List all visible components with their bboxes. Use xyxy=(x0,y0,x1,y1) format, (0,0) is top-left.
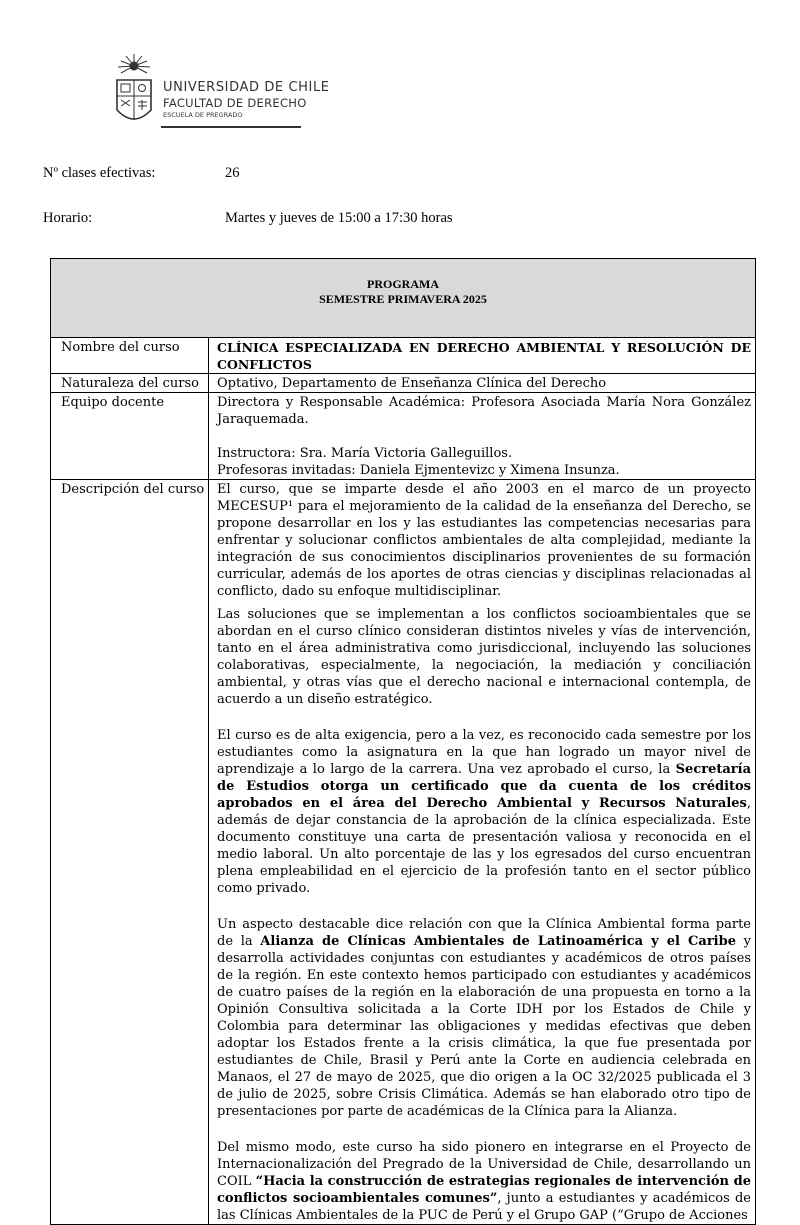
course-name-value: CLÍNICA ESPECIALIZADA EN DERECHO AMBIENTAL Y RESOLUCIÓN DE CONFLICTOS xyxy=(217,340,751,372)
nature-value: Optativo, Departamento de Enseñanza Clínica del Derecho xyxy=(217,376,607,391)
description-paragraph-2: Las soluciones que se implementan a los conflictos socioambientales que se abordan en el curso clínico consideran distintos niveles y vías de intervención, tanto en el área administrativa como jurisdiccional, incluyendo las soluciones colaborativas, especialmente, la negociación, la mediación y conciliación ambiental, y otras vías que el derecho nacional e internacional contempla, de acuerdo a un diseño estratégico. xyxy=(217,607,751,707)
description-paragraph-4: Un aspecto destacable dice relación con que la Clínica Ambiental forma parte de la Alianza de Clínicas Ambientales de Latinoamérica y el Caribe y desarrolla actividades conjuntas con estudiantes y académicos de otros países de la región. En este contexto hemos participado con estudiantes y académicos de cuatro países de la región en la elaboración de una propuesta en torno a la Opinión Consultiva solicitada a la Corte IDH por los Estados de Chile y Colombia para determinar las obligaciones y medidas efectivas que deben adoptar los Estados frente a la crisis climática, la que fue presentada por estudiantes de Chile, Brasil y Perú ante la Corte en audiencia celebrada en Manaos, el 27 de mayo de 2025, que dio origen a la OC 32/2025 publicada el 3 de julio de 2025, sobre Crisis Climática. Además se han elaborado otro tipo de presentaciones por parte de académicas de la Clínica para la Alianza. xyxy=(217,917,751,1119)
description-paragraph-1: El curso, que se imparte desde el año 2003 en el marco de un proyecto MECESUP¹ para el mejoramiento de la calidad de la enseñanza del Derecho, se propone desarrollar en los y las estudiantes las competencias necesarias para enfrentar y solucionar conflictos ambientales de alta complejidad, mediante la integración de sus conocimientos disciplinarios provenientes de su formación curricular, además de los aportes de otras ciencias y disciplinas relacionadas al conflicto, dado su enfoque multidisciplinar. xyxy=(217,482,751,599)
team-label: Equipo docente xyxy=(51,393,209,479)
team-row xyxy=(51,393,755,480)
university-name: UNIVERSIDAD DE CHILE xyxy=(163,80,330,95)
semester-title: SEMESTRE PRIMAVERA 2025 xyxy=(319,292,487,306)
schedule-label: Horario: xyxy=(43,210,93,226)
classes-label: Nº clases efectivas: xyxy=(43,165,156,181)
university-logo xyxy=(112,52,330,132)
description-value xyxy=(209,480,755,1224)
description-label: Descripción del curso xyxy=(51,480,209,1224)
team-director: Directora y Responsable Académica: Profesora Asociada María Nora González Jaraquemada. xyxy=(217,395,751,427)
schedule-value: Martes y jueves de 15:00 a 17:30 horas xyxy=(225,210,453,226)
nature-row xyxy=(51,374,755,393)
school-name: ESCUELA DE PREGRADO xyxy=(163,111,243,119)
program-header xyxy=(51,259,755,338)
team-guests: Profesoras invitadas: Daniela Ejmentevizc y Ximena Insunza. xyxy=(217,463,620,478)
description-row xyxy=(51,480,755,1224)
logo-divider xyxy=(161,126,301,128)
classes-value: 26 xyxy=(225,165,240,181)
program-title: PROGRAMA xyxy=(367,277,439,291)
description-paragraph-3: El curso es de alta exigencia, pero a la vez, es reconocido cada semestre por los estudiantes como la asignatura en la que han logrado un mayor nivel de aprendizaje a lo largo de la carrera. Una vez aprobado el curso, la Secretaría de Estudios otorga un certificado que da cuenta de los créditos aprobados en el área del Derecho Ambiental y Recursos Naturales, además de dejar constancia de la aprobación de la clínica especializada. Este documento constituye una carta de presentación valiosa y reconocida en el medio laboral. Un alto porcentaje de las y los egresados del curso encuentran plena empleabilidad en el ejercicio de la profesión tanto en el sector público como privado. xyxy=(217,728,751,896)
university-crest-icon xyxy=(112,52,156,130)
team-value xyxy=(209,393,755,479)
team-instructor: Instructora: Sra. María Victoria Galleguillos. xyxy=(217,446,513,461)
description-paragraph-5: Del mismo modo, este curso ha sido pionero en integrarse en el Proyecto de Internacionalización del Pregrado de la Universidad de Chile, desarrollando un COIL “Hacia la construcción de estrategias regionales de intervención de conflictos socioambientales comunes”, junto a estudiantes y académicos de las Clínicas Ambientales de la PUC de Perú y el Grupo GAP (“Grupo de Acciones xyxy=(217,1140,751,1223)
faculty-name: FACULTAD DE DERECHO xyxy=(163,96,307,110)
course-name-label: Nombre del curso xyxy=(51,338,209,373)
program-table xyxy=(50,258,756,1225)
nature-label: Naturaleza del curso xyxy=(51,374,209,392)
course-name-row xyxy=(51,338,755,374)
